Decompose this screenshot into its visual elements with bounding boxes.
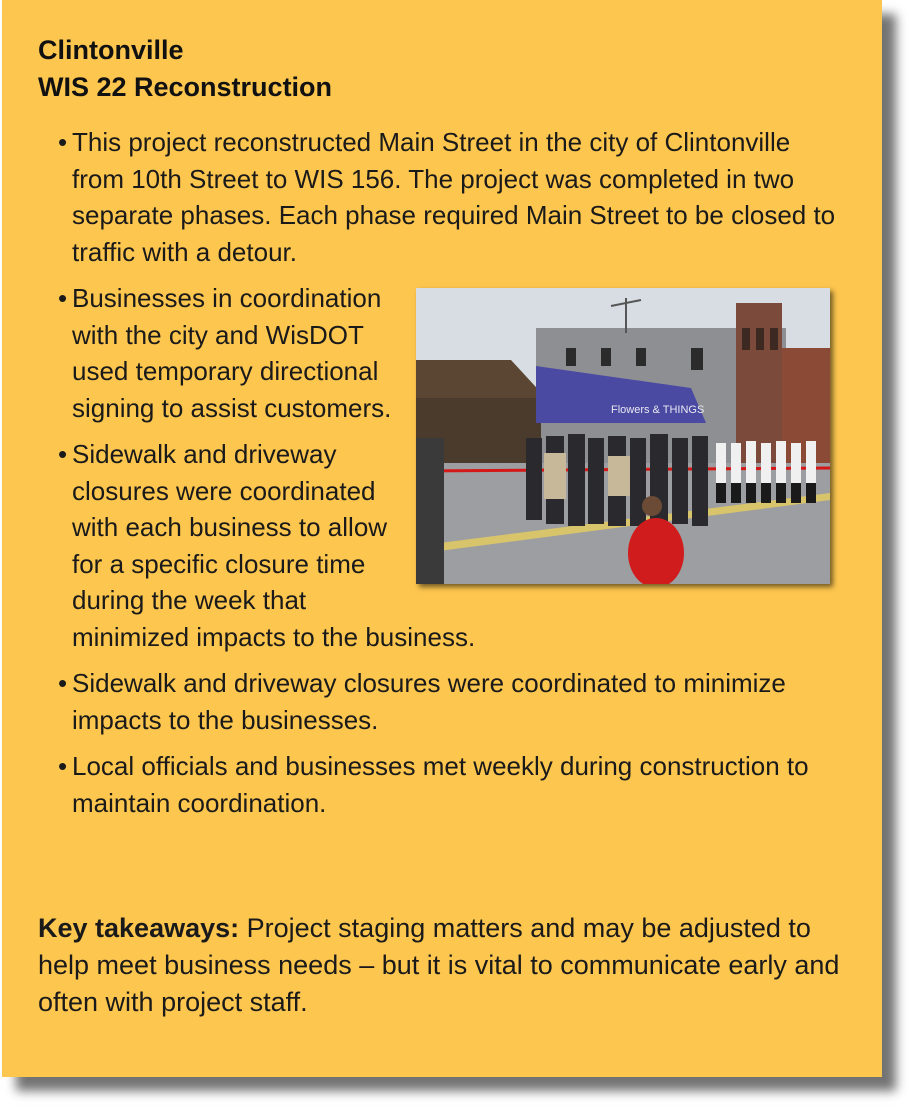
bullet-item: • Sidewalk and driveway closures were coordinated to minimize impacts to the businesses. (58, 665, 848, 738)
bullet-item: • This project reconstructed Main Street in the city of Clintonville from 10th Street to WIS 156. The project was completed in two separate phases. Each phase required Main Street to be closed to traffic with a detour. (58, 124, 848, 270)
info-card (2, 0, 882, 1077)
bullet-item: • Local officials and businesses met weekly during construction to maintain coordination. (58, 748, 848, 821)
bullet-item: • Flowers & THINGS Businesses in coordination with the city and WisDOT used temporary directional signing to assist customers. (58, 280, 848, 426)
page-title (38, 32, 332, 106)
takeaway-label: Key takeaways: (38, 913, 240, 943)
takeaway-text: Project staging matters and may be adjusted to help meet business needs – but it is vital to communicate early and often with project staff. (38, 913, 840, 1017)
bullet-item: • Sidewalk and driveway closures were coordinated with each business to allow for a specific closure time during the week that minimized impacts to the business. (58, 436, 848, 655)
title-project: WIS 22 Reconstruction (38, 72, 333, 102)
awning-sign: • Flowers & THINGS (611, 404, 705, 416)
title-city: Clintonville (38, 35, 184, 65)
bullet-list (58, 124, 848, 831)
key-takeaways (38, 910, 858, 1021)
